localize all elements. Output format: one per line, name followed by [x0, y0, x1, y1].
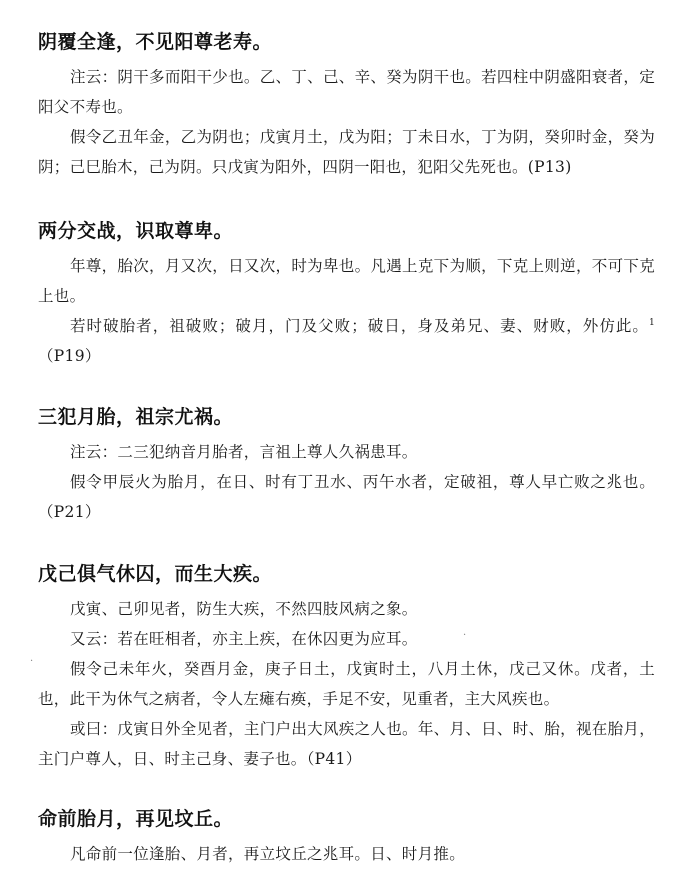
section-wu-ji: [0, 562, 691, 774]
paragraph: 凡命前一位逢胎、月者，再立坟丘之兆耳。日、时月推。: [70, 845, 466, 863]
section-heading: 两分交战，识取尊卑。: [38, 220, 234, 242]
section-yin-fu: [0, 30, 691, 182]
paragraph: 或曰：戊寅日外全见者，主门户出大风疾之人也。年、月、日、时、胎，视在胎月，主门户尊人，日、时主己身、妻子也。（P41）: [38, 720, 655, 768]
paragraph-text: 若时破胎者，祖破败；破月，门及父败；破日，身及弟兄、妻、财败，外仿此。: [70, 317, 649, 335]
paragraph: 假令乙丑年金，乙为阴也；戊寅月土，戊为阳；丁未日水，丁为阴，癸卯时金，癸为阴；己巳胎木，己为阴。只戊寅为阳外，四阴一阳也，犯阳父先死也。(P13): [38, 128, 655, 176]
paragraph: 年尊，胎次，月又次，日又次，时为卑也。凡遇上克下为顺，下克上则逆，不可下克上也。: [38, 257, 655, 305]
footnote-mark: 1: [648, 317, 655, 328]
scan-speck: ·: [463, 630, 467, 641]
paragraph: 假令甲辰火为胎月，在日、时有丁丑水、丙午水者，定破祖，尊人早亡败之兆也。（P21）: [38, 473, 655, 521]
section-san-fan: [0, 405, 691, 527]
section-heading: 阴覆全逢，不见阳尊老寿。: [38, 31, 273, 53]
section-liang-fen: [0, 219, 691, 371]
paragraph: 假令己未年火，癸酉月金，庚子日土，戊寅时土，八月土休，戊己又休。戊者，土也，此干为休气之病者，令人左瘫右痪，手足不安，见重者，主大风疾也。: [38, 660, 655, 708]
section-heading: 命前胎月，再见坟丘。: [38, 808, 234, 830]
paragraph: [0, 311, 691, 371]
section-ming-qian: [0, 807, 691, 869]
scan-speck: ·: [30, 656, 34, 667]
paragraph: 注云：二三犯纳音月胎者，言祖上尊人久祸患耳。: [70, 443, 418, 461]
paragraph: 注云：阴干多而阳干少也。乙、丁、己、辛、癸为阴干也。若四柱中阴盛阳衰者，定阳父不寿也。: [38, 68, 655, 116]
page-reference: （P19）: [38, 347, 101, 365]
section-heading: 戊己俱气休囚，而生大疾。: [38, 563, 273, 585]
section-heading: 三犯月胎，祖宗尤祸。: [38, 406, 234, 428]
paragraph: 又云：若在旺相者，亦主上疾，在休囚更为应耳。: [70, 630, 418, 648]
paragraph: 戊寅、己卯见者，防生大疾，不然四肢风病之象。: [70, 600, 418, 618]
